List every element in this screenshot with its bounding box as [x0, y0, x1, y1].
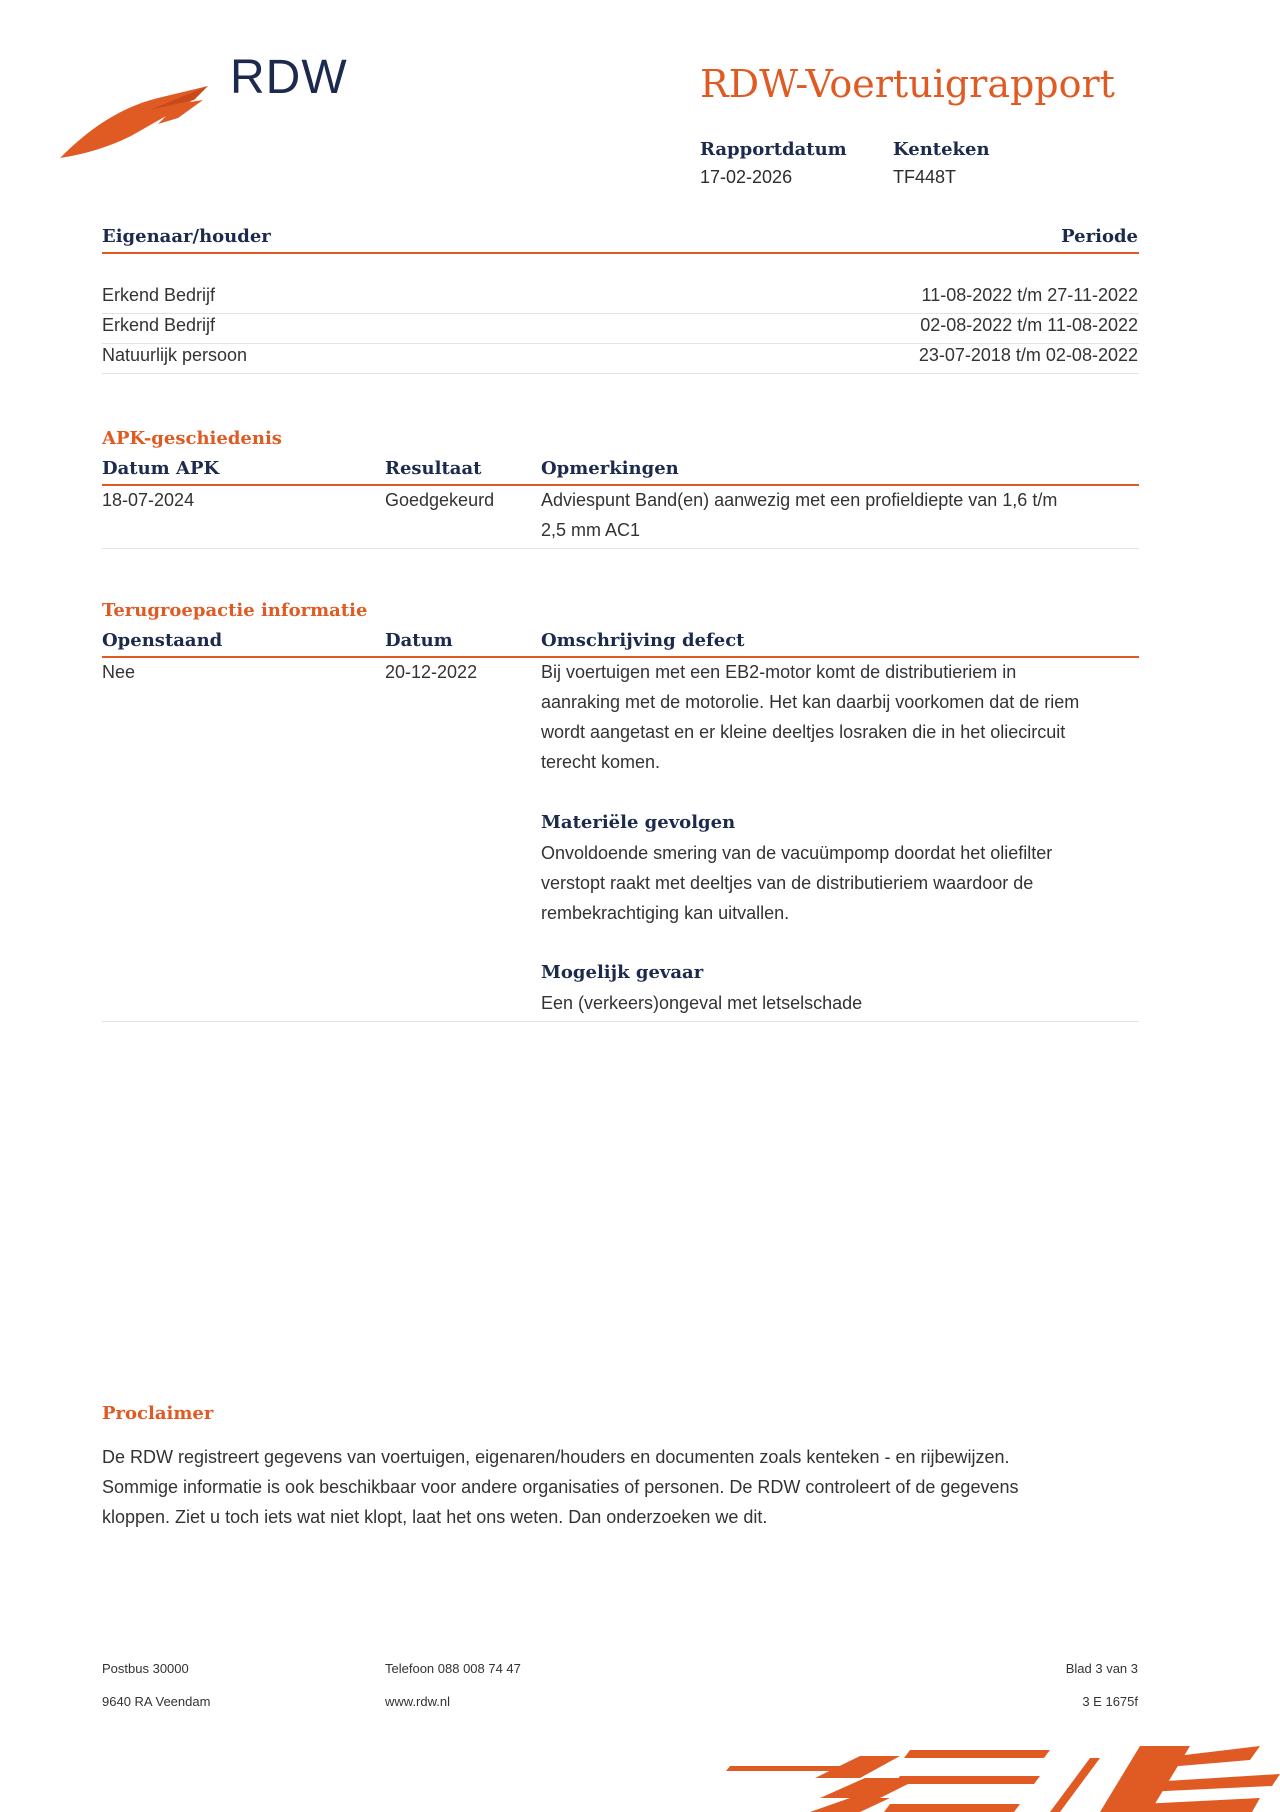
apk-remarks-line: 2,5 mm AC1 — [541, 520, 641, 540]
apk-section-title: APK-geschiedenis — [102, 428, 282, 449]
footer-phone: Telefoon 088 008 74 47 — [385, 1661, 521, 1676]
recall-section-title: Terugroepactie informatie — [102, 600, 368, 621]
material-consequences-line: rembekrachtiging kan uitvallen. — [541, 903, 790, 923]
owner-period: 11-08-2022 t/m 27-11-2022 — [921, 285, 1138, 305]
defect-description-line: aanraking met de motorolie. Het kan daarbij voorkomen dat de riem — [541, 692, 1080, 712]
material-consequences-title: Materiële gevolgen — [541, 812, 736, 833]
apk-header-rule — [102, 484, 1139, 486]
decorative-stripes-graphic — [720, 1738, 1280, 1812]
defect-description-line: terecht komen. — [541, 752, 661, 772]
footer-address-line2: 9640 RA Veendam — [102, 1694, 211, 1709]
footer-page-number: Blad 3 van 3 — [1065, 1661, 1138, 1676]
owner-name: Natuurlijk persoon — [102, 345, 248, 365]
owner-column-header: Eigenaar/houder — [102, 226, 271, 247]
owner-name: Erkend Bedrijf — [102, 285, 216, 305]
possible-danger-title: Mogelijk gevaar — [541, 962, 704, 983]
proclaimer-title: Proclaimer — [102, 1403, 214, 1424]
apk-remarks-column-header: Opmerkingen — [541, 458, 679, 479]
recall-open-value: Nee — [102, 662, 136, 682]
apk-date-column-header: Datum APK — [102, 458, 220, 479]
owner-period: 02-08-2022 t/m 11-08-2022 — [920, 315, 1138, 335]
owners-header-rule — [102, 252, 1139, 254]
apk-result: Goedgekeurd — [385, 490, 495, 510]
proclaimer-line: Sommige informatie is ook beschikbaar voor andere organisaties of personen. De RDW controleert of de gegevens — [102, 1477, 1019, 1497]
material-consequences-line: verstopt raakt met deeltjes van de distributieriem waardoor de — [541, 873, 1034, 893]
brand-name: RDW — [230, 51, 348, 104]
period-column-header: Periode — [1061, 226, 1138, 247]
recall-date-column-header: Datum — [385, 630, 453, 651]
owner-name: Erkend Bedrijf — [102, 315, 216, 335]
defect-description-line: wordt aangetast en er kleine deeltjes losraken die in het oliecircuit — [541, 722, 1066, 742]
recall-date-value: 20-12-2022 — [385, 662, 478, 682]
report-date-value: 17-02-2026 — [700, 167, 793, 187]
owner-period: 23-07-2018 t/m 02-08-2022 — [918, 345, 1138, 365]
proclaimer-line: kloppen. Ziet u toch iets wat niet klopt, laat het ons weten. Dan onderzoeken we dit. — [102, 1507, 768, 1527]
proclaimer-line: De RDW registreert gegevens van voertuigen, eigenaren/houders en documenten zoals kenteken - en rijbewijzen. — [102, 1447, 1010, 1467]
apk-date: 18-07-2024 — [102, 490, 195, 510]
defect-description-line: Bij voertuigen met een EB2-motor komt de distributieriem in — [541, 662, 1017, 682]
report-date-label: Rapportdatum — [700, 139, 847, 160]
footer-address-line1: Postbus 30000 — [102, 1661, 189, 1676]
possible-danger-text: Een (verkeers)ongeval met letselschade — [541, 993, 863, 1013]
material-consequences-line: Onvoldoende smering van de vacuümpomp doordat het oliefilter — [541, 843, 1053, 863]
footer-document-code: 3 E 1675f — [1082, 1694, 1138, 1709]
row-divider — [102, 343, 1139, 344]
row-divider — [102, 1021, 1139, 1022]
license-plate-value: TF448T — [893, 167, 957, 187]
apk-result-column-header: Resultaat — [385, 458, 482, 479]
footer-website[interactable]: www.rdw.nl — [385, 1694, 451, 1709]
apk-remarks-line: Adviespunt Band(en) aanwezig met een profieldiepte van 1,6 t/m — [541, 490, 1058, 510]
recall-desc-column-header: Omschrijving defect — [541, 630, 745, 651]
row-divider — [102, 548, 1139, 549]
row-divider — [102, 313, 1139, 314]
license-plate-label: Kenteken — [893, 139, 990, 160]
row-divider — [102, 373, 1139, 374]
recall-open-column-header: Openstaand — [102, 630, 223, 651]
recall-header-rule — [102, 656, 1139, 658]
report-title: RDW-Voertuigrapport — [700, 62, 1115, 106]
